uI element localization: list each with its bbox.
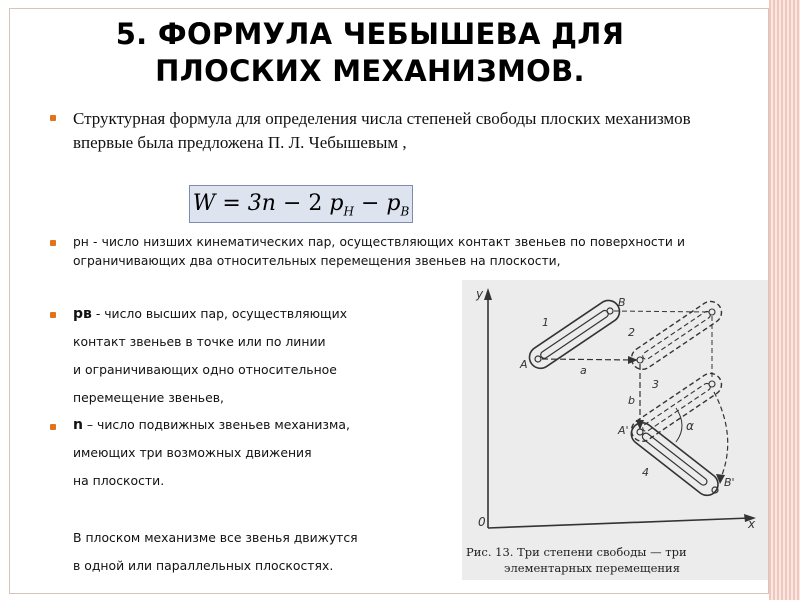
label-B: B <box>618 296 626 309</box>
label-A-prime: A' <box>618 424 629 437</box>
pb-label: рв <box>73 306 92 322</box>
formula-sub-b: B <box>400 204 410 219</box>
label-B-prime: B' <box>724 476 735 489</box>
label-alpha: α <box>686 419 694 433</box>
link-4 <box>627 418 722 499</box>
plane-line-2: в одной или параллельных плоскостях. <box>73 558 334 573</box>
definition-n-line-1: n – число подвижных звеньев механизма, <box>73 417 350 433</box>
link-1 <box>525 296 624 372</box>
ph-label: рн <box>73 235 89 249</box>
bullet-icon <box>50 240 56 246</box>
plane-line-1: В плоском механизме все звенья движутся <box>73 530 358 545</box>
formula-p-b: $p_B$ <box>386 191 410 219</box>
formula-sub-h: H <box>343 204 354 219</box>
bullet-icon <box>50 312 56 318</box>
formula-coef: 2 <box>308 191 323 216</box>
label-b: b <box>628 394 635 407</box>
formula-minus-1: − <box>282 191 302 216</box>
formula-equals: = <box>222 191 241 216</box>
title-line-1: 5. ФОРМУЛА ЧЕБЫШЕВА ДЛЯ <box>115 17 625 51</box>
x-axis <box>488 518 750 528</box>
definition-pb-line-3: и ограничивающих одно относительное <box>73 362 337 377</box>
definition-ph <box>73 233 685 271</box>
formula-minus-2: − <box>360 191 387 216</box>
label-3: 3 <box>652 378 659 391</box>
label-A: A <box>520 358 528 371</box>
definition-pb-line-1: рв - число высших пар, осуществляющих <box>73 306 348 322</box>
mechanism-diagram <box>462 280 768 580</box>
figure-caption-line-1: Рис. 13. Три степени свободы — три <box>466 545 687 559</box>
slide-title <box>40 16 700 90</box>
label-2: 2 <box>628 326 635 339</box>
decorative-side-stripe <box>769 0 800 600</box>
definition-pb-line-2: контакт звеньев в точке или по линии <box>73 334 326 349</box>
axis-y-label: y <box>476 287 484 301</box>
ph-text: - число низших кинематических пар, осуществляющих контакт звеньев по поверхности и ограничивающих два относительных перемещения звеньев на плоскости, <box>73 235 685 268</box>
rotation-arc <box>714 392 728 480</box>
label-a: a <box>580 364 587 377</box>
origin-label: 0 <box>478 515 486 529</box>
chebyshev-formula <box>189 185 413 223</box>
label-1: 1 <box>542 316 549 329</box>
title-line-2: ПЛОСКИХ МЕХАНИЗМОВ. <box>155 54 585 88</box>
label-4: 4 <box>642 466 649 479</box>
mechanism-figure <box>462 280 768 580</box>
link-2 <box>627 297 726 373</box>
n-label: n <box>73 417 83 433</box>
formula-w: W <box>192 191 216 216</box>
definition-n-line-3: на плоскости. <box>73 473 165 488</box>
definition-pb-line-4: перемещение звеньев, <box>73 390 224 405</box>
formula-p-h: $p_H$ <box>329 191 354 219</box>
y-axis-arrow-icon <box>484 288 492 300</box>
axis-x-label: x <box>748 517 756 531</box>
bullet-icon <box>50 424 56 430</box>
bullet-icon <box>50 115 56 121</box>
figure-caption-line-2: элементарных перемещения <box>504 561 680 575</box>
definition-n-line-2: имеющих три возможных движения <box>73 445 312 460</box>
formula-3n: 3n <box>247 191 276 216</box>
intro-paragraph: Структурная формула для определения числа степеней свободы плоских механизмов впервые была предложена П. Л. Чебышевым , <box>73 109 691 152</box>
